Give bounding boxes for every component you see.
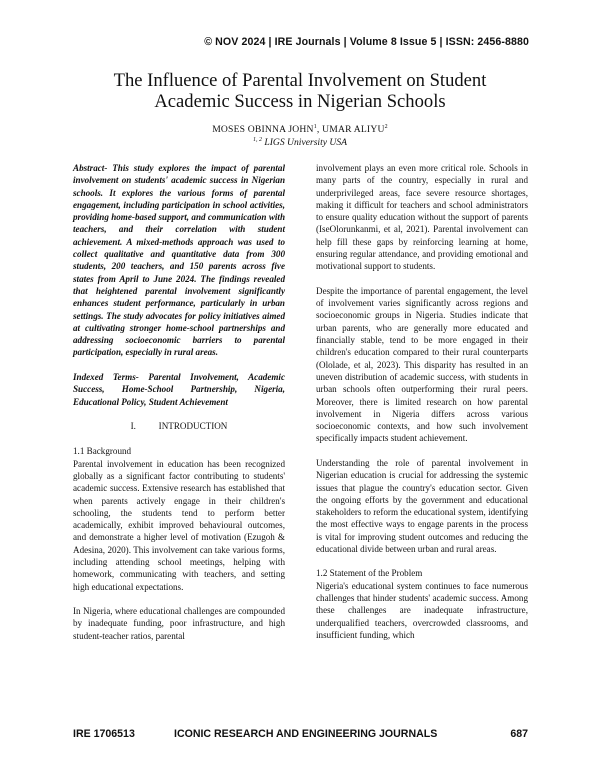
affiliation [60, 137, 540, 148]
author-1: MOSES OBINNA JOHN [212, 124, 314, 135]
footer-journal-name: ICONIC RESEARCH AND ENGINEERING JOURNALS [174, 728, 438, 740]
subsection-heading-problem: 1.2 Statement of the Problem [316, 568, 423, 579]
footer-article-id: IRE 1706513 [73, 728, 135, 740]
affiliation-marks: 1, 2 [253, 136, 262, 143]
index-terms-label: Indexed Terms- [73, 371, 139, 382]
index-terms-text: Parental Involvement, Academic Success, Home-School Partnership, Nigeria, Educational Policy, Student Achievement [73, 371, 285, 407]
title-line-2: Academic Success in Nigerian Schools [154, 91, 446, 112]
index-terms [73, 371, 285, 408]
author-1-affil-mark: 1 [313, 123, 317, 130]
paragraph-background-1: Parental involvement in education has been recognized globally as a significant factor contributing to students' academic success. Extensive research has established that when parents actively engage in their children's schooling, the students tend to perform better academically, exhibit improved behavioural outcomes, and demonstrate a higher level of motivation (Ezugoh & Adesina, 2020). This involvement can take various forms, including attending school meetings, helping with homework, communicating with teachers, and setting high educational expectations. [73, 458, 285, 592]
abstract-text: This study explores the impact of parental involvement on students' academic success in Nigerian schools. It explores the various forms of parental engagement, including participation in school activities, providing home-based support, and communication with teachers, and their correlation with student achievement. A mixed-methods approach was used to collect qualitative and quantitative data from 300 students, 200 teachers, and 150 parents across five states from April to June 2024. The findings revealed that heightened parental involvement significantly enhances student performance, particularly in urban settings. The study advocates for policy initiatives aimed at cultivating stronger home-school partnerships and addressing socioeconomic barriers to parental participation, especially in rural areas. [73, 163, 285, 358]
section-title: INTRODUCTION [158, 421, 228, 432]
affiliation-name: LIGS University USA [262, 137, 347, 148]
right-column [316, 162, 528, 653]
author-2-affil-mark: 2 [384, 123, 388, 130]
paragraph-background-5: Understanding the role of parental involvement in Nigerian education is crucial for addressing the systemic issues that plague the country's education sector. Given the ongoing efforts by the government and educational stakeholders to reform the educational system, identifying the most effective ways to engage parents in the process is vital for improving student outcomes and reducing the educational divide between urban and rural areas. [316, 457, 528, 554]
author-list [60, 124, 540, 135]
paragraph-background-4: Despite the importance of parental engagement, the level of involvement varies significantly across regions and socioeconomic groups in Nigeria. Studies indicate that urban parents, who are generally more educated and financially stable, tend to be more engaged in their children's education compared to their rural counterparts (Ololade, et al, 2023). This disparity has resulted in an uneven distribution of academic success, with students in urban schools often outperforming their rural peers. Moreover, there is limited research on how parental involvement in Nigeria differs across various socioeconomic contexts, and how such involvement specifically impacts student achievement. [316, 285, 528, 444]
paragraph-background-3: involvement plays an even more critical role. Schools in many parts of the country, especially in rural and underprivileged areas, face severe resource shortages, making it difficult for teachers and school administrators to ensure quality education without the support of parents (IseOlorunkanmi, et al, 2021). Parental involvement can help fill these gaps by reinforcing learning at home, ensuring regular attendance, and providing emotional and motivational support to students. [316, 163, 528, 272]
paper-title [60, 70, 540, 112]
footer-page-number: 687 [510, 728, 528, 740]
abstract [73, 162, 285, 359]
title-line-1: The Influence of Parental Involvement on Student [113, 70, 487, 91]
abstract-label: Abstract- [73, 163, 108, 173]
author-2: UMAR ALIYU [322, 124, 385, 135]
author-separator: , [316, 124, 323, 135]
subsection-heading-background: 1.1 Background [73, 446, 132, 457]
section-heading-introduction [73, 420, 285, 432]
paragraph-problem-1: Nigeria's educational system continues to face numerous challenges that hinder students' academic success. Among these challenges are inadequate infrastructure, underqualified teachers, overcrowded classrooms, and insufficient funding, which [316, 580, 528, 640]
journal-header: © NOV 2024 | IRE Journals | Volume 8 Issue 5 | ISSN: 2456-8880 [204, 36, 529, 48]
left-column [73, 162, 285, 654]
paragraph-background-2: In Nigeria, where educational challenges are compounded by inadequate funding, poor infrastructure, and high student-teacher ratios, parental [73, 606, 285, 641]
section-number: I. [130, 421, 136, 432]
